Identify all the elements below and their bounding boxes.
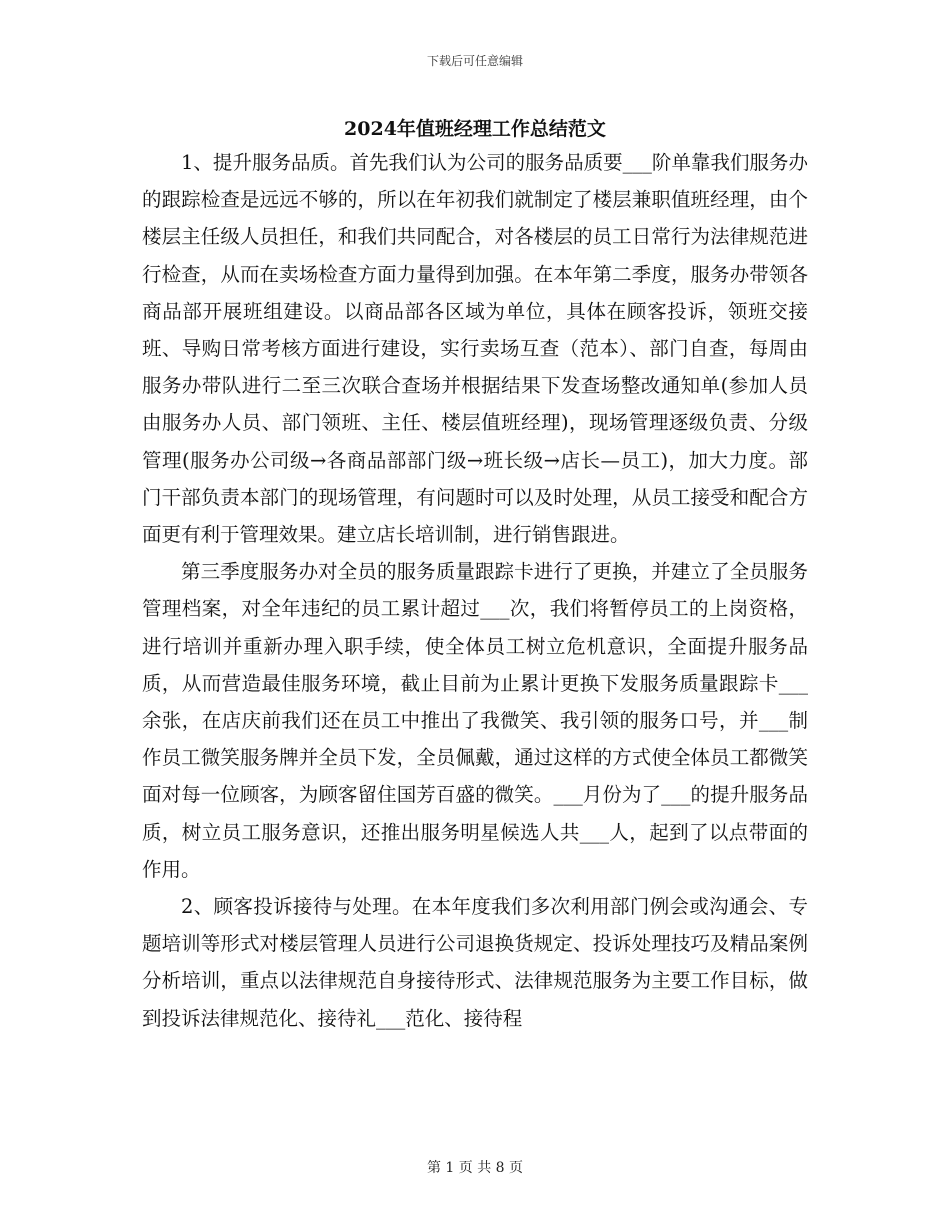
paragraph-complaint-handling: 2、顾客投诉接待与处理。在本年度我们多次利用部门例会或沟通会、专题培训等形式对楼层管理人员进行公司退换货规定、投诉处理技巧及精品案例分析培训，重点以法律规范自身接待形式、法律规范服务为主要工作目标，做到投诉法律规范化、接待礼___范化、接待程 <box>142 895 808 1030</box>
document-title: 2024年值班经理工作总结范文 <box>344 118 606 140</box>
paragraph-service-quality: 1、提升服务品质。首先我们认为公司的服务品质要___阶单靠我们服务办的跟踪检查是远远不够的，所以在年初我们就制定了楼层兼职值班经理，由个楼层主任级人员担任，和我们共同配合，对各楼层的员工日常行为法律规范进行检查，从而在卖场检查方面力量得到加强。在本年第二季度，服务办带领各商品部开展班组建设。以商品部各区域为单位，具体在顾客投诉，领班交接班、导购日常考核方面进行建设，实行卖场互查（范本）、部门自查，每周由服务办带队进行二至三次联合查场并根据结果下发查场整改通知单(参加人员由服务办人员、部门领班、主任、楼层值班经理)，现场管理逐级负责、分级管理(服务办公司级→各商品部部门级→班长级→店长—员工)，加大力度。部门干部负责本部门的现场管理，有问题时可以及时处理，从员工接受和配合方面更有利于管理效果。建立店长培训制，进行销售跟进。 <box>142 151 808 547</box>
paragraph-third-quarter: 第三季度服务办对全员的服务质量跟踪卡进行了更换，并建立了全员服务管理档案，对全年违纪的员工累计超过___次，我们将暂停员工的上岗资格，进行培训并重新办理入职手续，使全体员工树立危机意识，全面提升服务品质，从而营造最佳服务环境，截止目前为止累计更换下发服务质量跟踪卡___余张，在店庆前我们还在员工中推出了我微笑、我引领的服务口号，并___制作员工微笑服务牌并全员下发，全员佩戴，通过这样的方式使全体员工都微笑面对每一位顾客，为顾客留住国芳百盛的微笑。___月份为了___的提升服务品质，树立员工服务意识，还推出服务明星候选人共___人，起到了以点带面的作用。 <box>142 560 808 881</box>
page-header-note: 下载后可任意编辑 <box>426 54 523 68</box>
document-body <box>142 144 808 1037</box>
page-number: 第 1 页 共 8 页 <box>426 1160 524 1176</box>
